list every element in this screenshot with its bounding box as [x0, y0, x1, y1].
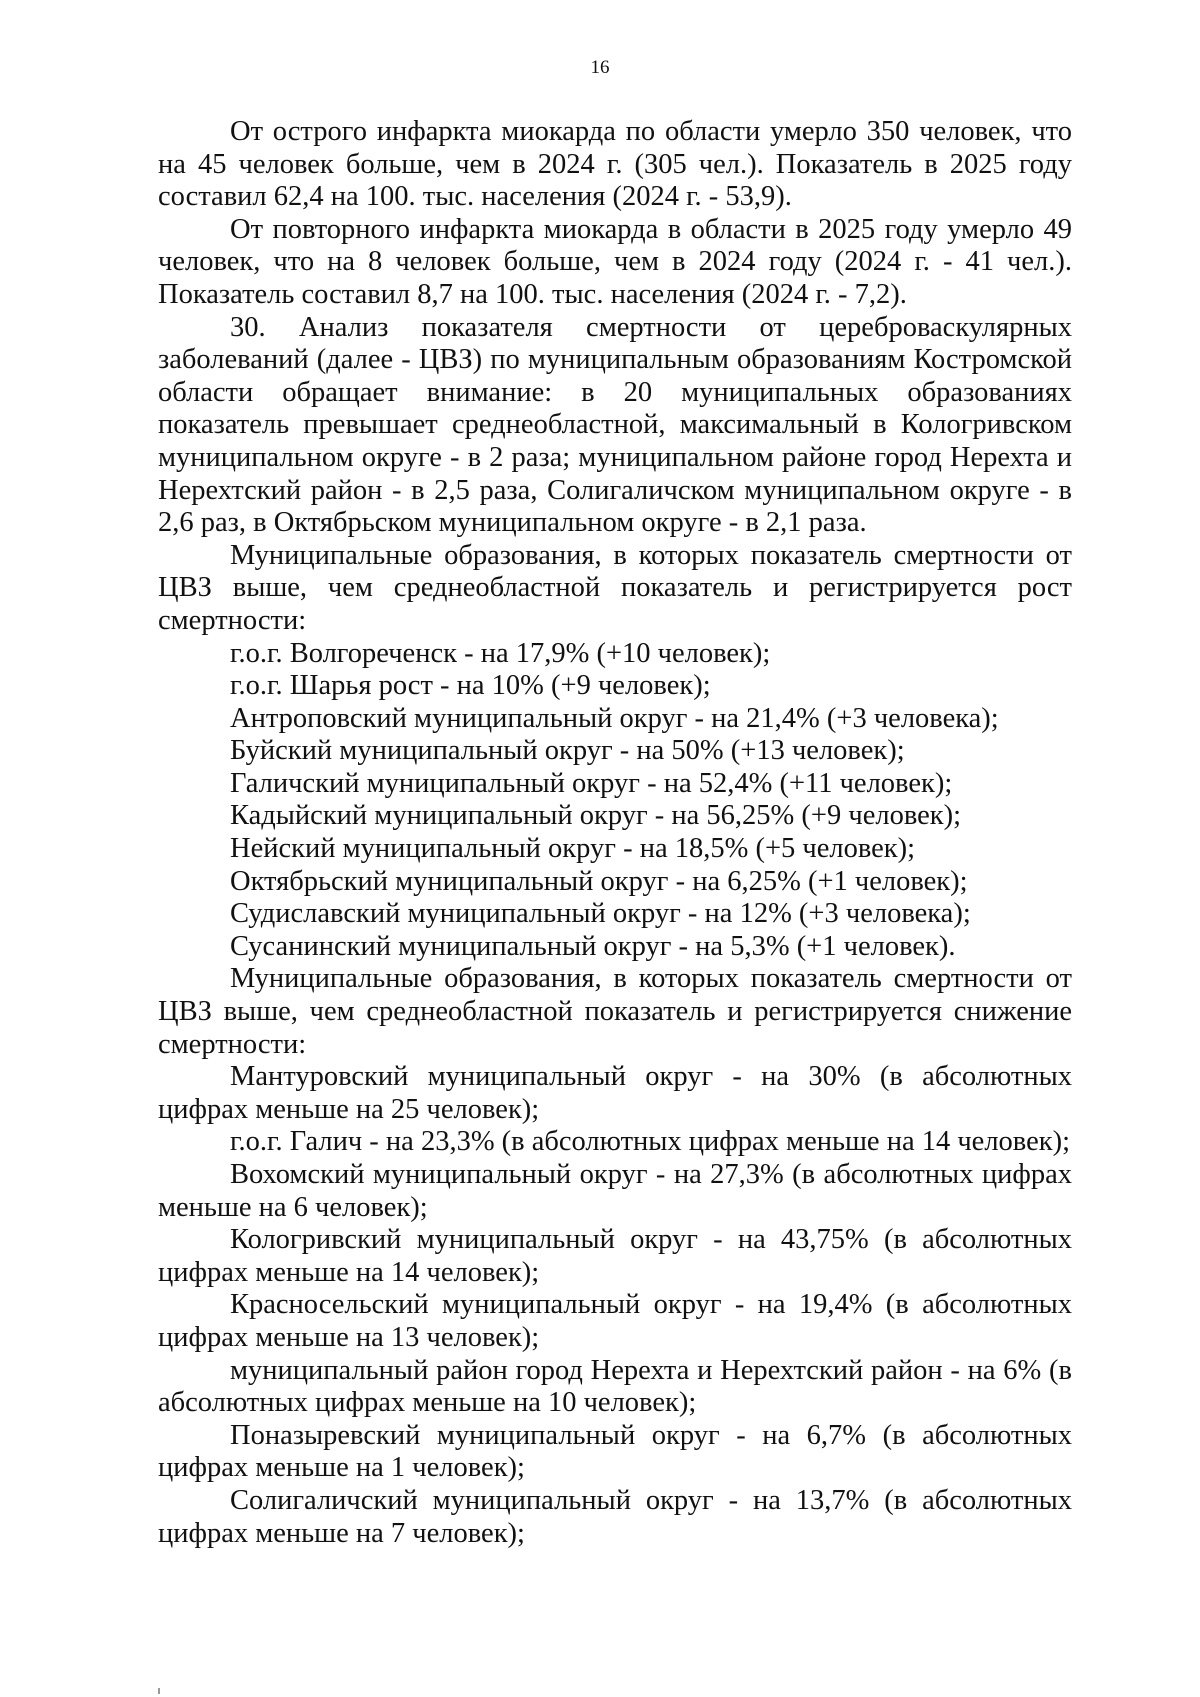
list-item: Буйский муниципальный округ - на 50% (+13 человек); [230, 735, 905, 767]
list-item: г.о.г. Шарья рост - на 10% (+9 человек); [230, 670, 711, 702]
scan-mark [158, 1688, 160, 1694]
list-item: Вохомский муниципальный округ - на 27,3% (в абсолютных цифрах меньше на 6 человек); [158, 1159, 1072, 1223]
paragraph-cvd-analysis: 30. Анализ показателя смертности от цереброваскулярных заболеваний (далее - ЦВЗ) по муниципальным образованиям Костромской области обращает внимание: в 20 муниципальных образованиях показатель превышает среднеобластной, максимальный в Кологривском муниципальном округе - в 2 раза; муниципальном районе город Нерехта и Нерехтский район - в 2,5 раза, Солигаличском муниципальном округе - в 2,6 раз, в Октябрьском муниципальном округе - в 2,1 раза. [158, 311, 1072, 539]
paragraph-repeat-infarction: От повторного инфаркта миокарда в области в 2025 году умерло 49 человек, что на 8 человек больше, чем в 2024 году (2024 г. - 41 чел.). Показатель составил 8,7 на 100. тыс. населения (2024 г. - 7,2). [158, 213, 1072, 310]
document-body [158, 116, 1072, 1550]
list-item: г.о.г. Волгореченск - на 17,9% (+10 человек); [230, 637, 771, 669]
page-number: 16 [590, 57, 610, 78]
list-item: Солигаличский муниципальный округ - на 13,7% (в абсолютных цифрах меньше на 7 человек); [158, 1484, 1072, 1549]
list-item: Октябрьский муниципальный округ - на 6,25% (+1 человек); [230, 865, 968, 897]
paragraph-decline-intro: Муниципальные образования, в которых показатель смертности от ЦВЗ выше, чем среднеобластной показатель и регистрируется снижение смертности: [158, 963, 1072, 1060]
list-item: Кологривский муниципальный округ - на 43,75% (в абсолютных цифрах меньше на 14 человек); [158, 1224, 1072, 1288]
list-item: Сусанинский муниципальный округ - на 5,3% (+1 человек). [230, 930, 956, 962]
list-item: Мантуровский муниципальный округ - на 30% (в абсолютных цифрах меньше на 25 человек); [158, 1061, 1072, 1125]
list-item: Кадыйский муниципальный округ - на 56,25% (+9 человек); [230, 800, 962, 832]
list-item: г.о.г. Галич - на 23,3% (в абсолютных цифрах меньше на 14 человек); [230, 1126, 1070, 1158]
paragraph-infarction: От острого инфаркта миокарда по области умерло 350 человек, что на 45 человек больше, чем в 2024 г. (305 чел.). Показатель в 2025 году составил 62,4 на 100. тыс. населения (2024 г. - 53,9). [158, 116, 1072, 213]
decline-list [158, 1061, 1072, 1550]
list-item: Поназыревский муниципальный округ - на 6,7% (в абсолютных цифрах меньше на 1 человек); [158, 1419, 1072, 1484]
growth-list [158, 638, 1072, 964]
paragraph-growth-intro: Муниципальные образования, в которых показатель смертности от ЦВЗ выше, чем среднеобластной показатель и регистрируется рост смертности: [158, 539, 1072, 636]
list-item: муниципальный район город Нерехта и Нерехтский район - на 6% (в абсолютных цифрах меньше на 10 человек); [158, 1354, 1072, 1419]
list-item: Нейский муниципальный округ - на 18,5% (+5 человек); [230, 833, 916, 865]
list-item: Красносельский муниципальный округ - на 19,4% (в абсолютных цифрах меньше на 13 человек); [158, 1289, 1072, 1353]
list-item: Судиславский муниципальный округ - на 12% (+3 человека); [230, 898, 971, 930]
list-item: Галичский муниципальный округ - на 52,4% (+11 человек); [230, 767, 953, 799]
list-item: Антроповский муниципальный округ - на 21,4% (+3 человека); [230, 702, 999, 734]
